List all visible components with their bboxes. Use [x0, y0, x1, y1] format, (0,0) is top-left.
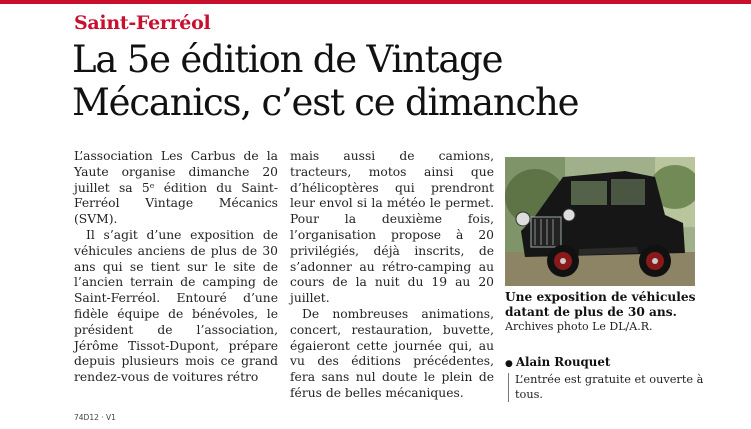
bullet-icon: ●: [505, 359, 513, 369]
vintage-car-illustration: [505, 157, 695, 286]
page-code: 74D12 · V1: [74, 413, 116, 422]
photo-caption: [505, 290, 705, 334]
headline-line-2: Mécanics, c’est ce dimanche: [72, 81, 579, 124]
body-column-2: [290, 149, 494, 402]
body-paragraph: mais aussi de camions, tracteurs, motos ainsi que d’hélicoptères qui prendront leur envol si la météo le permet. Pour la deuxième fois, l’organisation propose à 20 privilégiés, déjà inscrits, de s’adonner au rétro-camping au cours de la nuit du 19 au 20 juillet.: [290, 149, 494, 306]
author-name: Alain Rouquet: [515, 355, 611, 369]
headline-line-1: La 5e édition de Vintage: [72, 38, 503, 81]
body-paragraph: L’association Les Carbus de la Yaute organise dimanche 20 juillet sa 5ᵉ édition du Saint-Ferréol Vintage Mécanics (SVM).: [74, 149, 278, 227]
info-note: L’entrée est gratuite et ouverte à tous.: [508, 373, 705, 402]
body-paragraph: Il s’agit d’une exposition de véhicules anciens de plus de 30 ans qui se tient sur le site de l’ancien terrain de camping de Saint-Ferréol. Entouré d’une fidèle équipe de bénévoles, le président de l’association, Jérôme Tissot-Dupont, prépare depuis plusieurs mois ce grand rendez-vous de voitures rétro: [74, 227, 278, 385]
caption-title: Une exposition de véhicules datant de plus de 30 ans.: [505, 290, 696, 319]
top-accent-rule: [0, 0, 751, 4]
kicker-location: Saint-Ferréol: [74, 12, 211, 34]
article-photo: [505, 157, 695, 286]
body-paragraph: De nombreuses animations, concert, restauration, buvette, égaieront cette journée qui, au vu des éditions précédentes, fera sans nul doute le plein de férus de belles mécaniques.: [290, 306, 494, 400]
photo-credit: Archives photo Le DL/A.R.: [505, 320, 653, 333]
headline: [72, 38, 712, 124]
author-byline: [505, 355, 610, 369]
body-column-1: [74, 149, 278, 386]
